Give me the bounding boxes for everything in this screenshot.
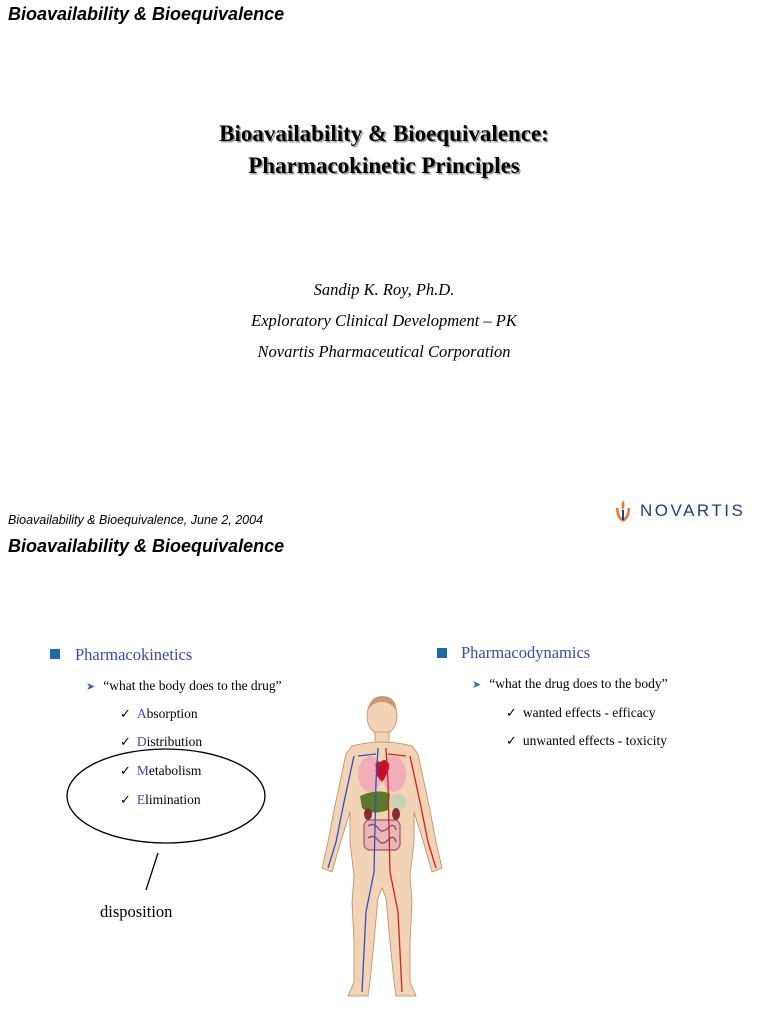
author-block: [0, 274, 768, 367]
human-anatomy-illustration: [318, 692, 448, 1002]
checkmark-icon: ✓: [506, 733, 517, 748]
pk-item-absorption: ✓ A bsorption: [120, 706, 198, 721]
author-department: Exploratory Clinical Development – PK: [251, 311, 517, 330]
checkmark-icon: ✓: [506, 705, 517, 720]
main-title-line-2: Pharmacokinetic Principles: [248, 153, 520, 178]
pharmacodynamics-heading: Pharmacodynamics: [461, 643, 591, 662]
header-title: Bioavailability & Bioequivalence: [8, 4, 285, 24]
slide-footer: Bioavailability & Bioequivalence, June 2, 2004: [8, 513, 264, 527]
author-name: Sandip K. Roy, Ph.D.: [313, 280, 455, 299]
pk-quote: ➤ “what the body does to the drug”: [86, 678, 282, 693]
checkmark-icon: ✓: [120, 706, 131, 721]
pd-item-toxicity: ✓ unwanted effects - toxicity: [506, 733, 667, 748]
bullet-square: [50, 649, 60, 659]
novartis-flame-icon: [612, 498, 634, 524]
pharmacokinetics-heading: Pharmacokinetics: [75, 645, 193, 664]
arrow-bullet-icon: ➤: [86, 680, 96, 693]
pk-item-distribution: ✓ D istribution: [120, 734, 203, 749]
main-title: [0, 118, 768, 182]
arrow-bullet-icon: ➤: [472, 678, 482, 691]
pd-item-efficacy: ✓ wanted effects - efficacy: [506, 705, 656, 720]
checkmark-icon: ✓: [120, 763, 131, 778]
pk-pd-slide: [0, 532, 768, 1024]
disposition-ellipse: [66, 746, 272, 896]
logo-text: NOVARTIS: [640, 501, 746, 520]
pk-item-elimination: ✓ E limination: [120, 792, 201, 807]
disposition-label: disposition: [100, 902, 173, 921]
pd-quote: ➤ “what the drug does to the body”: [472, 676, 668, 691]
author-company: Novartis Pharmaceutical Corporation: [257, 342, 511, 361]
checkmark-icon: ✓: [120, 792, 131, 807]
header-title: Bioavailability & Bioequivalence: [8, 536, 285, 556]
main-title-line-1: Bioavailability & Bioequivalence:: [219, 121, 549, 146]
checkmark-icon: ✓: [120, 734, 131, 749]
bullet-square: [437, 648, 447, 658]
pk-item-metabolism: ✓ M etabolism: [120, 763, 202, 778]
novartis-logo: [612, 496, 745, 526]
